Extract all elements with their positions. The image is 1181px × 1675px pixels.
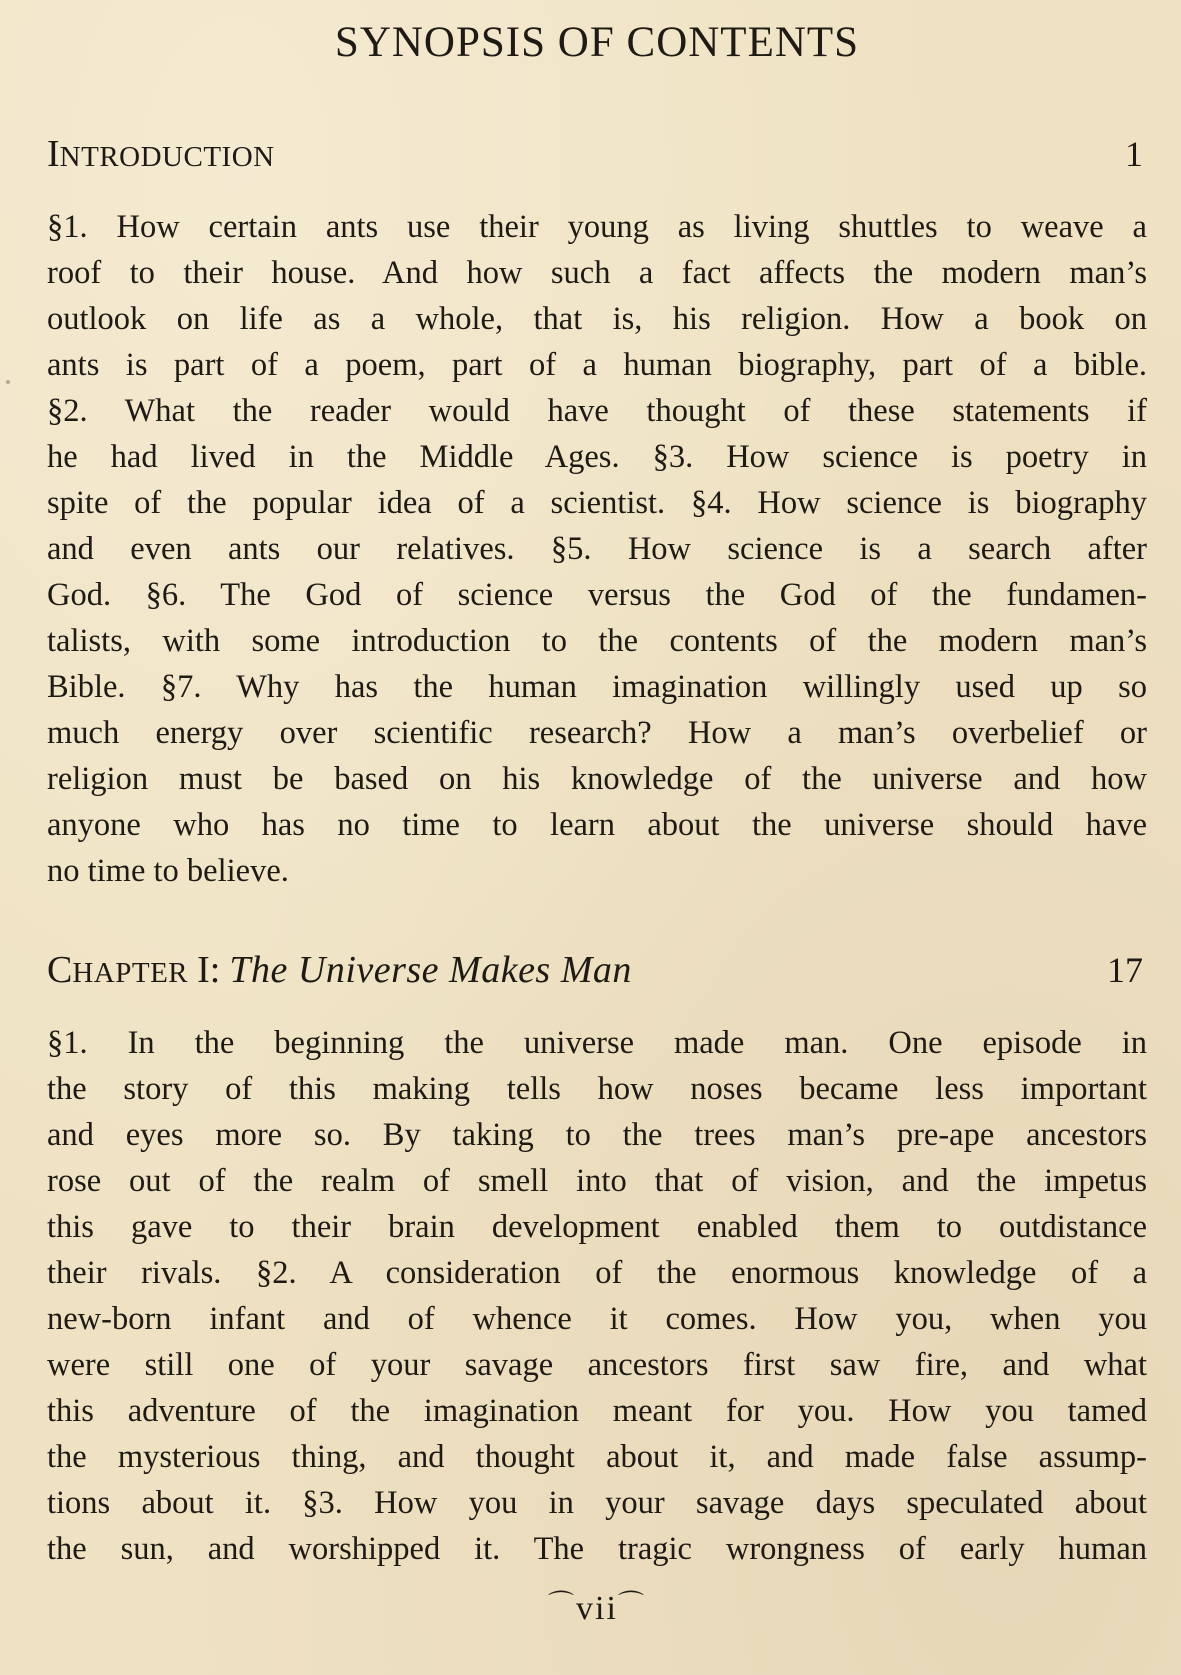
text-line: the mysterious thing, and thought about it, and made false assump- <box>47 1439 1147 1475</box>
text-line: their rivals. §2. A consideration of the enormous knowledge of a <box>47 1255 1147 1291</box>
text-line: and eyes more so. By taking to the trees man’s pre-ape ancestors <box>47 1117 1147 1153</box>
text-line: new-born infant and of whence it comes. How you, when you <box>47 1301 1147 1337</box>
folio-ornament-right: ⌒ <box>617 1590 646 1619</box>
text-line: no time to believe. <box>47 853 289 889</box>
paper-speck <box>6 380 10 384</box>
text-line: he had lived in the Middle Ages. §3. How science is poetry in <box>47 439 1147 475</box>
text-line: this adventure of the imagination meant for you. How you tamed <box>47 1393 1147 1429</box>
introduction-heading-row <box>47 132 1147 188</box>
text-line: ants is part of a poem, part of a human biography, part of a bible. <box>47 347 1147 383</box>
introduction-synopsis <box>47 204 1147 894</box>
chapter-1-synopsis <box>47 1020 1147 1572</box>
text-line: this gave to their brain development enabled them to outdistance <box>47 1209 1147 1245</box>
text-line: religion must be based on his knowledge of the universe and how <box>47 761 1147 797</box>
folio-ornament-left: ⌒ <box>548 1590 577 1619</box>
text-line: roof to their house. And how such a fact affects the modern man’s <box>47 255 1147 291</box>
text-line: anyone who has no time to learn about the universe should have <box>47 807 1147 843</box>
text-line: the sun, and worshipped it. The tragic wrongness of early human <box>47 1531 1147 1567</box>
chapter-1-numeral: I: <box>197 949 221 991</box>
text-line: much energy over scientific research? How a man’s overbelief or <box>47 715 1147 751</box>
introduction-heading: INTRODUCTION <box>47 133 275 175</box>
chapter-1-title: The Universe Makes Man <box>229 949 632 991</box>
folio-page-number: vii <box>576 1590 618 1627</box>
text-line: Bible. §7. Why has the human imagination willingly used up so <box>47 669 1147 705</box>
text-line: the story of this making tells how noses became less important <box>47 1071 1147 1107</box>
page-folio <box>47 1590 1147 1628</box>
text-line: §1. How certain ants use their young as living shuttles to weave a <box>47 209 1147 245</box>
text-line: God. §6. The God of science versus the God of the fundamen- <box>47 577 1147 613</box>
introduction-section <box>47 132 1147 894</box>
book-page <box>47 0 1147 1675</box>
chapter-1-section <box>47 948 1147 1572</box>
text-line: spite of the popular idea of a scientist. §4. How science is biography <box>47 485 1147 521</box>
text-line: tions about it. §3. How you in your savage days speculated about <box>47 1485 1147 1521</box>
text-line: §2. What the reader would have thought of these statements if <box>47 393 1147 429</box>
text-line: and even ants our relatives. §5. How science is a search after <box>47 531 1147 567</box>
text-line: rose out of the realm of smell into that of vision, and the impetus <box>47 1163 1147 1199</box>
introduction-page-number: 1 <box>1125 134 1143 174</box>
chapter-1-page-number: 17 <box>1107 950 1143 990</box>
text-line: were still one of your savage ancestors first saw fire, and what <box>47 1347 1147 1383</box>
page-title: SYNOPSIS OF CONTENTS <box>334 19 860 66</box>
text-line: §1. In the beginning the universe made man. One episode in <box>47 1025 1147 1061</box>
text-line: outlook on life as a whole, that is, his religion. How a book on <box>47 301 1147 337</box>
chapter-1-heading: CHAPTER I: The Universe Makes Man <box>47 949 632 991</box>
chapter-1-heading-row <box>47 948 1147 1004</box>
text-line: talists, with some introduction to the contents of the modern man’s <box>47 623 1147 659</box>
